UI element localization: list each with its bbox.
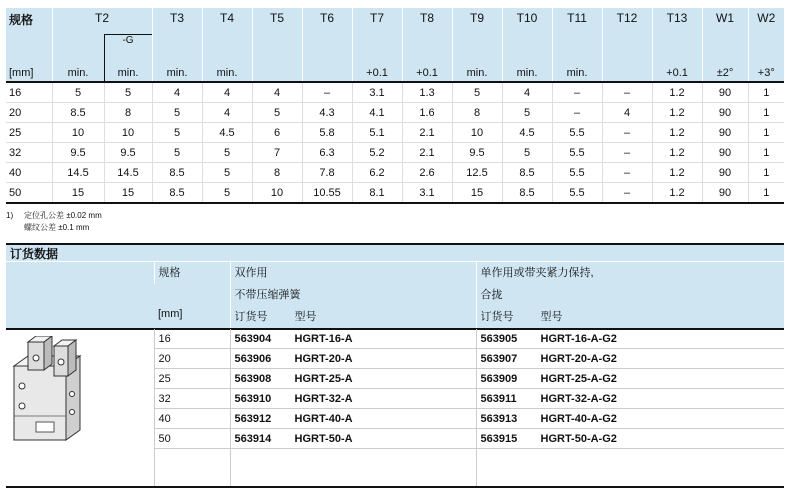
dim-value-cell: 4 [602, 103, 652, 123]
single-type-code: HGRT-50-A-G2 [540, 432, 617, 445]
gripper-product-image [6, 336, 124, 446]
dim-row [6, 163, 784, 183]
single-order-no: 563909 [480, 372, 518, 385]
dim-value-cell: 1.2 [652, 183, 702, 204]
dim-value-cell: 12.5 [452, 163, 502, 183]
dim-value-cell: – [552, 82, 602, 103]
dim-unit-cell: [mm] [6, 57, 52, 82]
dim-value-cell: 1.2 [652, 163, 702, 183]
dim-unit-cell: +3° [748, 57, 784, 82]
order-header-single-2: 合拢 [476, 284, 784, 306]
dim-value-cell: 5 [202, 183, 252, 204]
dim-value-cell: 5.2 [352, 143, 402, 163]
dim-value-cell: 1 [748, 123, 784, 143]
dim-value-cell: 14.5 [52, 163, 104, 183]
dim-header-t4: T4 [202, 8, 252, 35]
dim-header-t9: T9 [452, 8, 502, 35]
product-image-cell [6, 329, 154, 487]
dim-value-cell: 90 [702, 82, 748, 103]
single-order-no: 563905 [480, 332, 518, 345]
dim-value-cell: 5 [502, 103, 552, 123]
dim-value-cell: 5 [104, 82, 152, 103]
type-label: 型号 [540, 311, 563, 323]
dim-row [6, 123, 784, 143]
order-double-cell [230, 429, 476, 449]
dim-header-t13: T13 [652, 8, 702, 35]
dim-value-cell: 5 [152, 103, 202, 123]
dim-header-t11: T11 [552, 8, 602, 35]
dim-value-cell: 10 [252, 183, 302, 204]
dim-unit-cell: min. [52, 57, 104, 82]
dim-value-cell: 8 [452, 103, 502, 123]
single-type-code: HGRT-16-A-G2 [540, 332, 617, 345]
order-table [6, 262, 784, 488]
dim-value-cell: 10 [104, 123, 152, 143]
dim-value-cell: – [302, 82, 352, 103]
dim-value-cell: 7.8 [302, 163, 352, 183]
dim-row [6, 183, 784, 204]
dim-unit-cell: min. [152, 57, 202, 82]
dim-value-cell: 90 [702, 183, 748, 204]
dim-value-cell: 2.6 [402, 163, 452, 183]
order-double-cell [230, 369, 476, 389]
dim-unit-cell: min. [502, 57, 552, 82]
order-header-single-1: 单作用或带夹紧力保持, [476, 262, 784, 284]
order-double-cell [230, 349, 476, 369]
order-size-cell: 20 [154, 349, 230, 369]
dim-value-cell: 1.3 [402, 82, 452, 103]
dim-unit-cell: min. [202, 57, 252, 82]
single-order-no: 563907 [480, 352, 518, 365]
dim-value-cell: 5 [152, 123, 202, 143]
double-type-code: HGRT-20-A [294, 352, 353, 365]
order-single-cell [476, 429, 784, 449]
dim-value-cell: 4 [202, 103, 252, 123]
dim-value-cell: 10 [452, 123, 502, 143]
double-type-code: HGRT-40-A [294, 412, 353, 425]
order-data-title: 订货数据 [6, 243, 784, 261]
dim-value-cell: 1.2 [652, 123, 702, 143]
type-label: 型号 [294, 311, 317, 323]
dim-value-cell: 3.1 [402, 183, 452, 204]
dim-value-cell: 8.5 [152, 183, 202, 204]
dim-value-cell: 5.5 [552, 143, 602, 163]
order-header-single-labels [476, 306, 784, 329]
dim-value-cell: 6.3 [302, 143, 352, 163]
double-order-no: 563906 [234, 352, 272, 365]
dim-value-cell: 5 [152, 143, 202, 163]
dim-header-t2: T2 [52, 8, 152, 35]
order-header-row [6, 262, 784, 284]
order-size-cell: 25 [154, 369, 230, 389]
dim-value-cell: 5.1 [352, 123, 402, 143]
single-order-no: 563915 [480, 432, 518, 445]
order-header-unit: [mm] [154, 306, 230, 329]
dim-value-cell: 5 [452, 82, 502, 103]
dim-value-cell: 1 [748, 183, 784, 204]
dim-value-cell: – [602, 82, 652, 103]
order-single-cell [476, 329, 784, 349]
footnote [6, 210, 102, 234]
dim-value-cell: 1.2 [652, 82, 702, 103]
dim-value-cell: 8 [104, 103, 152, 123]
order-header-size: 规格 [154, 262, 230, 284]
dim-unit-cell [302, 57, 352, 82]
dim-value-cell: 1.6 [402, 103, 452, 123]
dim-header-row [6, 8, 784, 35]
dim-value-cell: 15 [104, 183, 152, 204]
dim-header-t12: T12 [602, 8, 652, 35]
dim-value-cell: 14.5 [104, 163, 152, 183]
double-type-code: HGRT-25-A [294, 372, 353, 385]
dim-value-cell: – [552, 103, 602, 123]
dim-unit-row [6, 57, 784, 82]
dim-value-cell: 4.3 [302, 103, 352, 123]
dim-header-t7: T7 [352, 8, 402, 35]
dim-size-cell: 40 [6, 163, 52, 183]
dim-value-cell: – [602, 183, 652, 204]
dim-value-cell: 5 [52, 82, 104, 103]
single-order-no: 563911 [480, 392, 517, 405]
dim-unit-cell [252, 57, 302, 82]
dim-value-cell: 8 [252, 163, 302, 183]
dim-unit-cell: min. [452, 57, 502, 82]
dim-value-cell: 4 [252, 82, 302, 103]
dim-value-cell: 2.1 [402, 143, 452, 163]
dim-header-t3: T3 [152, 8, 202, 35]
dim-value-cell: 6 [252, 123, 302, 143]
dim-value-cell: 90 [702, 143, 748, 163]
order-header-double-2: 不带压缩弹簧 [230, 284, 476, 306]
dim-row [6, 82, 784, 103]
dim-header-w1: W1 [702, 8, 748, 35]
single-type-code: HGRT-25-A-G2 [540, 372, 617, 385]
dim-value-cell: 90 [702, 163, 748, 183]
dim-value-cell: 9.5 [452, 143, 502, 163]
dim-value-cell: 5 [502, 143, 552, 163]
dim-header-size: 规格 [6, 8, 52, 35]
dim-size-cell: 25 [6, 123, 52, 143]
dim-unit-cell [602, 57, 652, 82]
dim-value-cell: 4.5 [502, 123, 552, 143]
dim-unit-cell: min. [552, 57, 602, 82]
order-image-header [6, 262, 154, 329]
order-size-cell: 50 [154, 429, 230, 449]
dim-value-cell: 5 [252, 103, 302, 123]
dim-value-cell: 90 [702, 123, 748, 143]
dim-value-cell: 7 [252, 143, 302, 163]
dim-value-cell: 4.5 [202, 123, 252, 143]
order-header-double-1: 双作用 [230, 262, 476, 284]
dim-value-cell: 1 [748, 163, 784, 183]
order-single-cell [476, 389, 784, 409]
dim-value-cell: 3.1 [352, 82, 402, 103]
order-double-cell [230, 389, 476, 409]
dim-value-cell: 9.5 [104, 143, 152, 163]
order-size-cell: 32 [154, 389, 230, 409]
dim-value-cell: 8.5 [52, 103, 104, 123]
double-order-no: 563910 [234, 392, 272, 405]
dim-value-cell: 8.5 [152, 163, 202, 183]
dim-value-cell: 5 [202, 163, 252, 183]
dim-value-cell: 1 [748, 143, 784, 163]
order-size-cell: 16 [154, 329, 230, 349]
dim-header-t5: T5 [252, 8, 302, 35]
order-size-cell: 40 [154, 409, 230, 429]
double-type-code: HGRT-32-A [294, 392, 353, 405]
dim-value-cell: – [602, 143, 652, 163]
dim-header-t2-g: -G [104, 35, 152, 58]
order-single-cell [476, 369, 784, 389]
dim-value-cell: 15 [452, 183, 502, 204]
order-no-label: 订货号 [480, 311, 514, 323]
dim-size-cell: 32 [6, 143, 52, 163]
dim-value-cell: – [602, 123, 652, 143]
order-no-label: 订货号 [234, 311, 268, 323]
dim-value-cell: 4 [202, 82, 252, 103]
double-type-code: HGRT-50-A [294, 432, 353, 445]
order-double-cell [230, 329, 476, 349]
single-order-no: 563913 [480, 412, 518, 425]
dim-value-cell: 2.1 [402, 123, 452, 143]
dim-value-cell: 10.55 [302, 183, 352, 204]
dim-header-t8: T8 [402, 8, 452, 35]
dim-value-cell: 5.5 [552, 123, 602, 143]
dim-size-cell: 50 [6, 183, 52, 204]
dim-size-cell: 16 [6, 82, 52, 103]
dim-unit-cell: min. [104, 57, 152, 82]
single-type-code: HGRT-20-A-G2 [540, 352, 617, 365]
dim-value-cell: 15 [52, 183, 104, 204]
order-header-double-labels [230, 306, 476, 329]
double-order-no: 563908 [234, 372, 272, 385]
dim-header-t10: T10 [502, 8, 552, 35]
footnote-line-2: 螺纹公差 ±0.1 mm [24, 223, 90, 232]
dim-value-cell: 90 [702, 103, 748, 123]
footnote-number: 1) [6, 211, 14, 220]
single-type-code: HGRT-32-A-G2 [540, 392, 617, 405]
double-order-no: 563912 [234, 412, 272, 425]
dim-unit-cell: ±2° [702, 57, 748, 82]
dim-subheader-row [6, 35, 784, 58]
dim-value-cell: 8.1 [352, 183, 402, 204]
dimension-table [6, 8, 784, 204]
dim-value-cell: 8.5 [502, 183, 552, 204]
single-type-code: HGRT-40-A-G2 [540, 412, 617, 425]
order-single-cell [476, 349, 784, 369]
dim-value-cell: 5 [202, 143, 252, 163]
dim-header-t6: T6 [302, 8, 352, 35]
footnote-line-1: 定位孔公差 ±0.02 mm [24, 211, 102, 220]
dim-size-cell: 20 [6, 103, 52, 123]
dim-value-cell: 5.8 [302, 123, 352, 143]
dim-value-cell: 4.1 [352, 103, 402, 123]
double-order-no: 563914 [234, 432, 272, 445]
dim-unit-cell: +0.1 [352, 57, 402, 82]
dim-unit-cell: +0.1 [402, 57, 452, 82]
dim-value-cell: 8.5 [502, 163, 552, 183]
dim-value-cell: 4 [502, 82, 552, 103]
dim-value-cell: 1.2 [652, 103, 702, 123]
dim-value-cell: 6.2 [352, 163, 402, 183]
order-double-cell [230, 409, 476, 429]
dim-header-w2: W2 [748, 8, 784, 35]
dim-unit-cell: +0.1 [652, 57, 702, 82]
double-type-code: HGRT-16-A [294, 332, 353, 345]
dim-value-cell: 5.5 [552, 183, 602, 204]
dim-value-cell: 4 [152, 82, 202, 103]
dim-value-cell: 5.5 [552, 163, 602, 183]
order-single-cell [476, 409, 784, 429]
dim-value-cell: – [602, 163, 652, 183]
dim-value-cell: 1.2 [652, 143, 702, 163]
dim-row [6, 143, 784, 163]
double-order-no: 563904 [234, 332, 272, 345]
dim-value-cell: 10 [52, 123, 104, 143]
dim-value-cell: 1 [748, 82, 784, 103]
dim-value-cell: 1 [748, 103, 784, 123]
dim-row [6, 103, 784, 123]
dim-value-cell: 9.5 [52, 143, 104, 163]
